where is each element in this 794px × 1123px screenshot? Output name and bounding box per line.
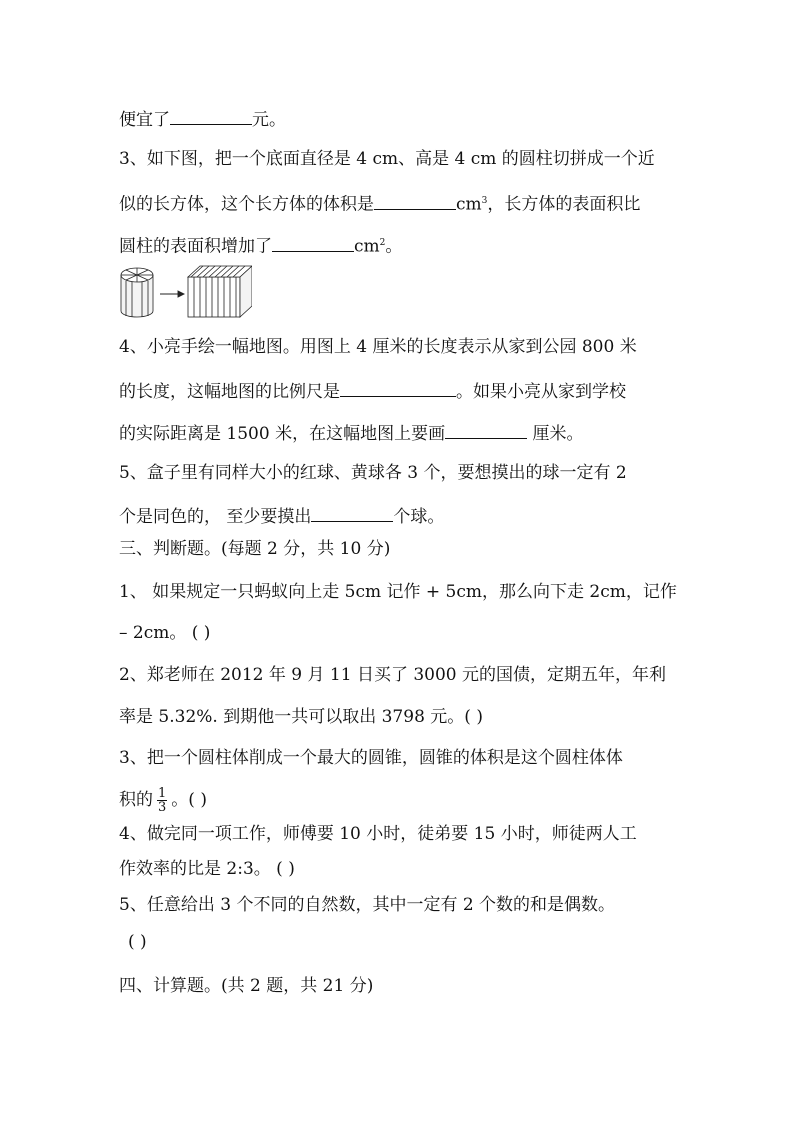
text-line-9 (119, 503, 444, 529)
text-line-20 (128, 930, 147, 954)
text: 元。 (252, 110, 286, 130)
section-3-heading (119, 537, 390, 561)
judge-5-text: 5、任意给出 3 个不同的自然数，其中一定有 2 个数的和是偶数。 (119, 895, 616, 915)
text-line-8 (119, 461, 627, 485)
arrow-icon (160, 291, 184, 297)
unit-exponent: 3 (481, 196, 488, 206)
question-4-text: 4、小亮手绘一幅地图。用图上 4 厘米的长度表示从家到公园 800 米 (119, 337, 637, 357)
judge-2-text: 2、郑老师在 2012 年 9 月 11 日买了 3000 元的国债，定期五年，年利 (119, 665, 667, 685)
text: 的实际距离是 1500 米，在这幅地图上要画 (119, 424, 446, 444)
answer-parentheses[interactable]: 。( ) (171, 790, 207, 810)
text: 厘米。 (527, 424, 584, 444)
judge-4-text: 4、做完同一项工作，师傅要 10 小时，徒弟要 15 小时，师徒两人工 (119, 824, 637, 844)
cuboid-icon (188, 266, 252, 317)
text: 便宜了 (119, 110, 170, 130)
text: 作效率的比是 2:3。 ( ) (119, 859, 295, 879)
unit: cm (354, 236, 380, 257)
text: 率是 5.32%. 到期他一共可以取出 3798 元。( ) (119, 707, 483, 727)
judge-1-text: 1、 如果规定一只蚂蚁向上走 5cm 记作 + 5cm，那么向下走 2cm，记作 (119, 582, 677, 602)
text-line-6 (119, 378, 626, 404)
text: ，长方体的表面积比 (487, 194, 641, 215)
answer-blank[interactable] (445, 420, 527, 439)
text-line-12 (119, 621, 210, 645)
text-line-19 (119, 893, 615, 917)
text: 似的长方体，这个长方体的体积是 (119, 194, 374, 215)
text-line-16 (119, 787, 207, 814)
answer-blank[interactable] (272, 233, 354, 252)
text-line-5 (119, 335, 637, 359)
text: 。如果小亮从家到学校 (456, 382, 626, 402)
text-line-4 (119, 231, 402, 259)
answer-parentheses[interactable]: ( ) (128, 932, 147, 952)
text-line-3 (119, 189, 640, 217)
fraction-denominator: 3 (158, 800, 167, 815)
text-line-7 (119, 420, 583, 446)
answer-parentheses[interactable]: – 2cm。 ( ) (119, 623, 211, 643)
answer-blank[interactable] (374, 191, 456, 210)
question-3-text: 3、如下图，把一个底面直径是 4 cm、高是 4 cm 的圆柱切拼成一个近 (119, 149, 655, 169)
cylinder-icon (121, 268, 153, 317)
fraction-one-third (157, 787, 167, 814)
text: 积的 (119, 790, 153, 810)
text-line-17 (119, 822, 637, 846)
text: 圆柱的表面积增加了 (119, 236, 272, 257)
heading-text: 三、判断题。(每题 2 分，共 10 分) (119, 539, 391, 559)
heading-text: 四、计算题。(共 2 题，共 21 分) (119, 976, 374, 996)
text: 个球。 (393, 507, 445, 527)
judge-3-text: 3、把一个圆柱体削成一个最大的圆锥，圆锥的体积是这个圆柱体体 (119, 748, 623, 768)
text-line-1 (119, 106, 286, 132)
text: 个是同色的， 至少要摸出 (119, 507, 312, 527)
text: 的长度，这幅地图的比例尺是 (119, 382, 340, 402)
fraction-numerator: 1 (158, 786, 167, 801)
unit-exponent: 2 (379, 238, 386, 248)
text-line-2 (119, 147, 655, 171)
question-5-text: 5、盒子里有同样大小的红球、黄球各 3 个，要想摸出的球一定有 2 (119, 463, 627, 483)
text-line-18 (119, 857, 295, 881)
text: 。 (385, 236, 403, 257)
answer-blank[interactable] (170, 106, 252, 125)
text-line-14 (119, 705, 483, 729)
text-line-15 (119, 746, 623, 770)
cylinder-to-cuboid-figure (118, 262, 252, 320)
text-line-11 (119, 580, 677, 604)
section-4-heading (119, 974, 373, 998)
unit: cm (456, 194, 482, 215)
answer-blank[interactable] (311, 503, 393, 522)
answer-blank[interactable] (340, 378, 456, 397)
text-line-13 (119, 663, 666, 687)
